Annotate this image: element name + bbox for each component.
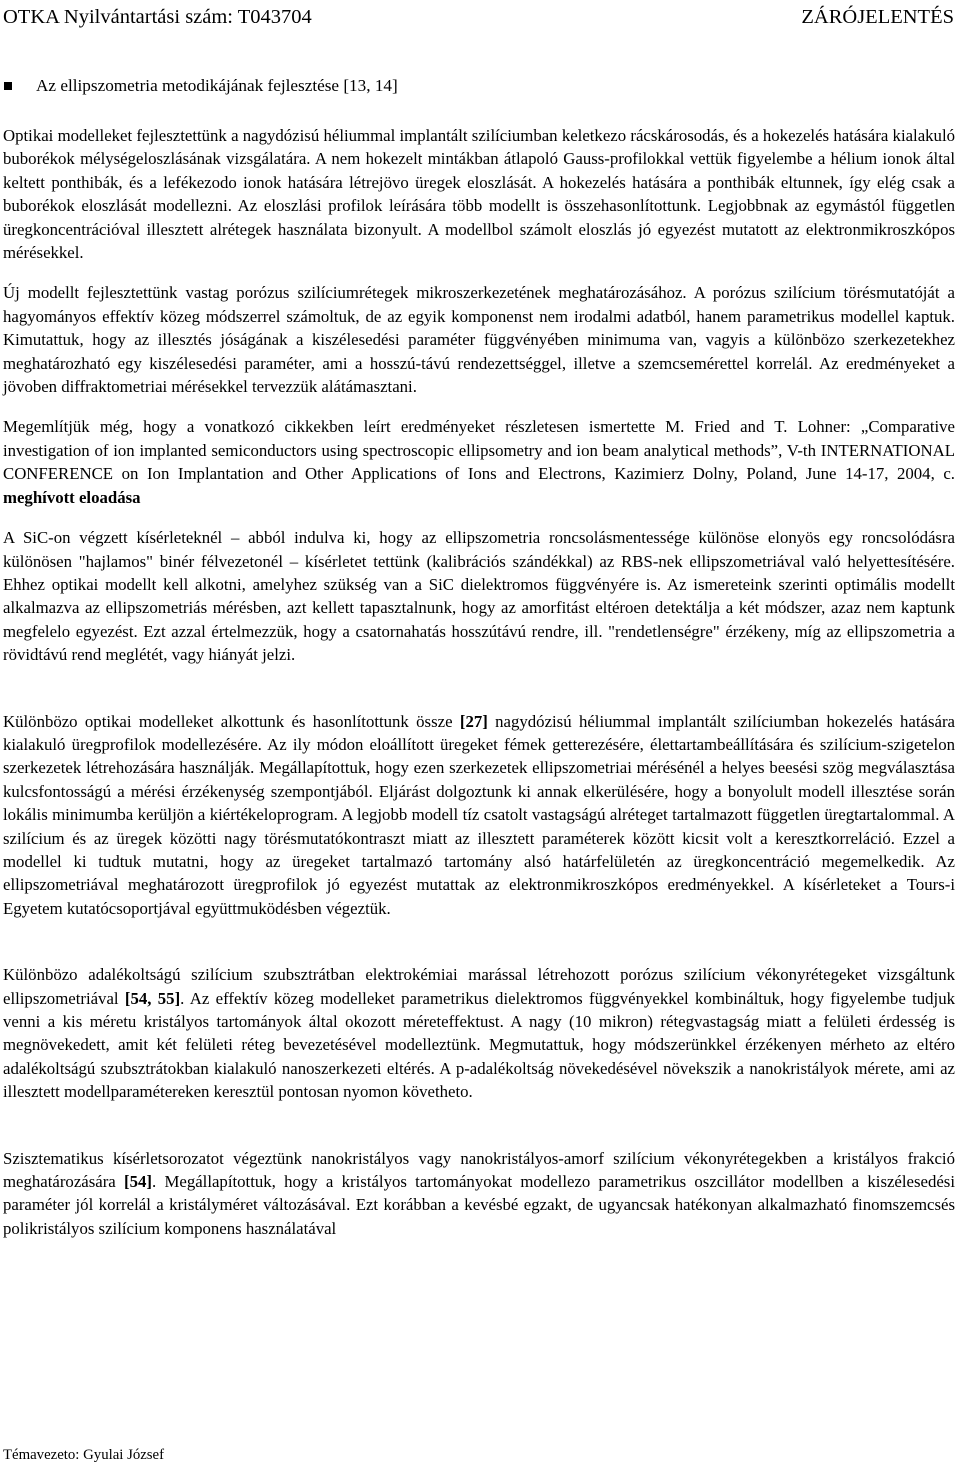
- paragraph-text: nagydózisú héliummal implantált szilíciumban hokezelés hatására kialakuló üregprofilok modellezésére. Az ily módon eloállított üregeket fémek getterezésére, élettartambeállítására és szilícium-szigetelon szerkezetek létrehozására használják. Megállapítottuk, hogy ezen szerkezetek ellipszometriai mérésénél a helyes beesési szög megválasztása kulcsfontosságú a mérési érzékenység szempontjából. Eljárást dolgoztunk ki annak elkerülésére, hogy a bonyolult modell illesztése során lokális minimumba kerüljön a kiértékeloprogram. A legjobb modell tíz csatolt vastagságú alréteget tartalmazott független üregtartalommal. A szilícium és az üregek közötti nagy törésmutatókontraszt miatt az illesztett paraméterek között kicsit volt a keresztkorreláció. Ezzel a modellel ki tudtuk mutatni, hogy az üregeket tartalmazó tartomány alsó határfelületén az üregkoncentráció megemelkedik. Az ellipszometriával meghatározott üregprofilok jó egyezést mutattak az elektronmikroszkópos eredményekkel. A kísérleteket a Tours-i Egyetem kutatócsoportjával együttmuködésben végeztük.: [3, 711, 955, 918]
- paragraph-text: . Megállapítottuk, hogy a kristályos tartományokat modellezo parametrikus oszcillátor modellben a kiszélesedési paraméter jól korrelál a kristályméret változásával. Ezt korábban a kevésbé egzakt, de ugyancsak hatékonyan alkalmazható finomszemcsés polikristályos szilícium komponens használatával: [3, 1172, 955, 1238]
- reference-54-55: [54, 55]: [124, 988, 181, 1008]
- paragraph-text: Különbözo optikai modelleket alkottunk és hasonlítottunk össze: [3, 711, 460, 731]
- registration-number: OTKA Nyilvántartási szám: T043704: [3, 6, 312, 28]
- section-title: Az ellipszometria metodikájának fejlesztése [13, 14]: [36, 76, 398, 95]
- section-heading: [3, 74, 398, 98]
- body-text: [3, 124, 955, 1240]
- paragraph-text: Szisztematikus kísérletsorozatot végeztünk nanokristályos vagy nanokristályos-amorf szilícium vékonyrétegekben a kristályos frakció meghatározására: [3, 1148, 955, 1192]
- page-footer: Témavezeto: Gyulai József: [3, 1447, 165, 1463]
- invited-talk-label: meghívott eloadása: [3, 487, 141, 507]
- report-type: ZÁRÓJELENTÉS: [801, 6, 954, 28]
- page-header: [3, 4, 954, 34]
- reference-54: [54]: [124, 1172, 152, 1192]
- paragraph-helium-modeling: Optikai modelleket fejlesztettünk a nagydózisú héliummal implantált szilíciumban keletkezo rácskárosodás, és a hokezelés hatására kialakuló buborékok mélységeloszlásának vizsgálatára. A nem hokezelt mintákban átlapoló Gauss-profilokkal vettük figyelembe a hélium ionok által keltett ponthibák, és a lefékezodo ionok hatására létrejövo üregek eloszlását. A hokezelés hatására a ponthibák eltunnek, így elég csak a buborékok eloszlását modellezni. Az eloszlási profilok leírására több modellt is összehasonlítottunk. Legjobbnak az egymástól független üregkoncentrációval illesztett alrétegek használata bizonyult. A modellbol számolt eloszlás jó egyezést mutatott az elektronmikroszkópos mérésekkel.: [3, 126, 955, 263]
- conference-text: Megemlítjük még, hogy a vonatkozó cikkekben leírt eredményeket részletesen ismertette M. Fried and T. Lohner: „Comparative investigation of ion implanted semiconductors using spectroscopic ellipsometry and ion beam analytical methods”, V-th INTERNATIONAL CONFERENCE on Ion Implantation and Other Applications of Ions and Electrons, Kazimierz Dolny, Poland, June 14-17, 2004, c.: [3, 417, 955, 484]
- paragraph-conference-talk: [3, 415, 955, 509]
- paragraph-text: Különbözo adalékoltságú szilícium szubsztrátban elektrokémiai marással létrehozott porózus szilícium vékonyrétegeket vizsgáltunk ellipszometriával: [3, 965, 955, 1008]
- paragraph-sic-experiments: A SiC-on végzett kísérleteknél – abból indulva ki, hogy az ellipszometria roncsolásmentessége különöse elonyös egy roncsolódásra különösen "hajlamos" binér félvezetonél – kísérletet tettünk (kalibrációs szándékkal) az RBS-nek ellipszometriával való helyettesítésére. Ehhez optikai modellt kell alkotni, amelyhez szükség van a SiC dielektromos függvényére is. Az ismereteink szerinti optimális modellt alkalmazva az ellipszometriás mérésben, azt kellett tapasztalnunk, hogy az amorfitást eltéroen detektálja a két módszer, azaz nem kaptunk megfelelo egyezést. Ezt azzal értelmezzük, hogy a csatornahatás hosszútávú rendre, ill. "rendetlenségre" érzékeny, míg az ellipszometria a rövidtávú rend meglétét, vagy hiányát jelzi.: [3, 528, 955, 665]
- paragraph-cavity-profiles: [3, 710, 955, 921]
- paragraph-porous-thin-films: [3, 963, 955, 1103]
- paragraph-text: . Az effektív közeg modelleket parametrikus dielektromos függvényekkel kombináltuk, hogy figyelembe tudjuk venni a kis méretu kristályos tartományok által okozott méreteffektust. A nagy (10 mikron) rétegvastagság miatt a felületi érdesség is megnövekedett, amit két felületi réteg bevezetésével modelleztünk. Megmutattuk, hogy módszerünkkel érzékenyen mérheto az eltéro adalékoltságú szubsztrátokban kialakuló nanoszerkezeti eltérés. A p-adalékoltság növekedésével növekszik a nanokristályok mérete, ami az illesztett modellparamétereken keresztül pontosan nyomon követheto.: [3, 988, 955, 1102]
- square-bullet-icon: [4, 82, 12, 90]
- reference-27: [27]: [459, 711, 488, 731]
- paragraph-nanocrystalline-series: [3, 1147, 955, 1241]
- paragraph-porous-silicon-model: Új modellt fejlesztettünk vastag porózus szilíciumrétegek mikroszerkezetének meghatározásához. A porózus szilícium törésmutatóját a hagyományos effektív közeg módszerrel számoltuk, de az egyik komponenst nem irodalmi adatból, hanem parametrikus modellel kaptuk. Kimutattuk, hogy az illesztés jóságának a kiszélesedési paraméter függvényében minimuma van, vagyis a különbözo szerkezetekhez meghatározható egy kiszélesedési paraméter, ami a hosszú-távú rendezettséggel, illetve a szemcsemérettel korrelál. Az eredményeket a jövoben diffraktometriai mérésekkel tervezzük alátámasztani.: [3, 283, 955, 397]
